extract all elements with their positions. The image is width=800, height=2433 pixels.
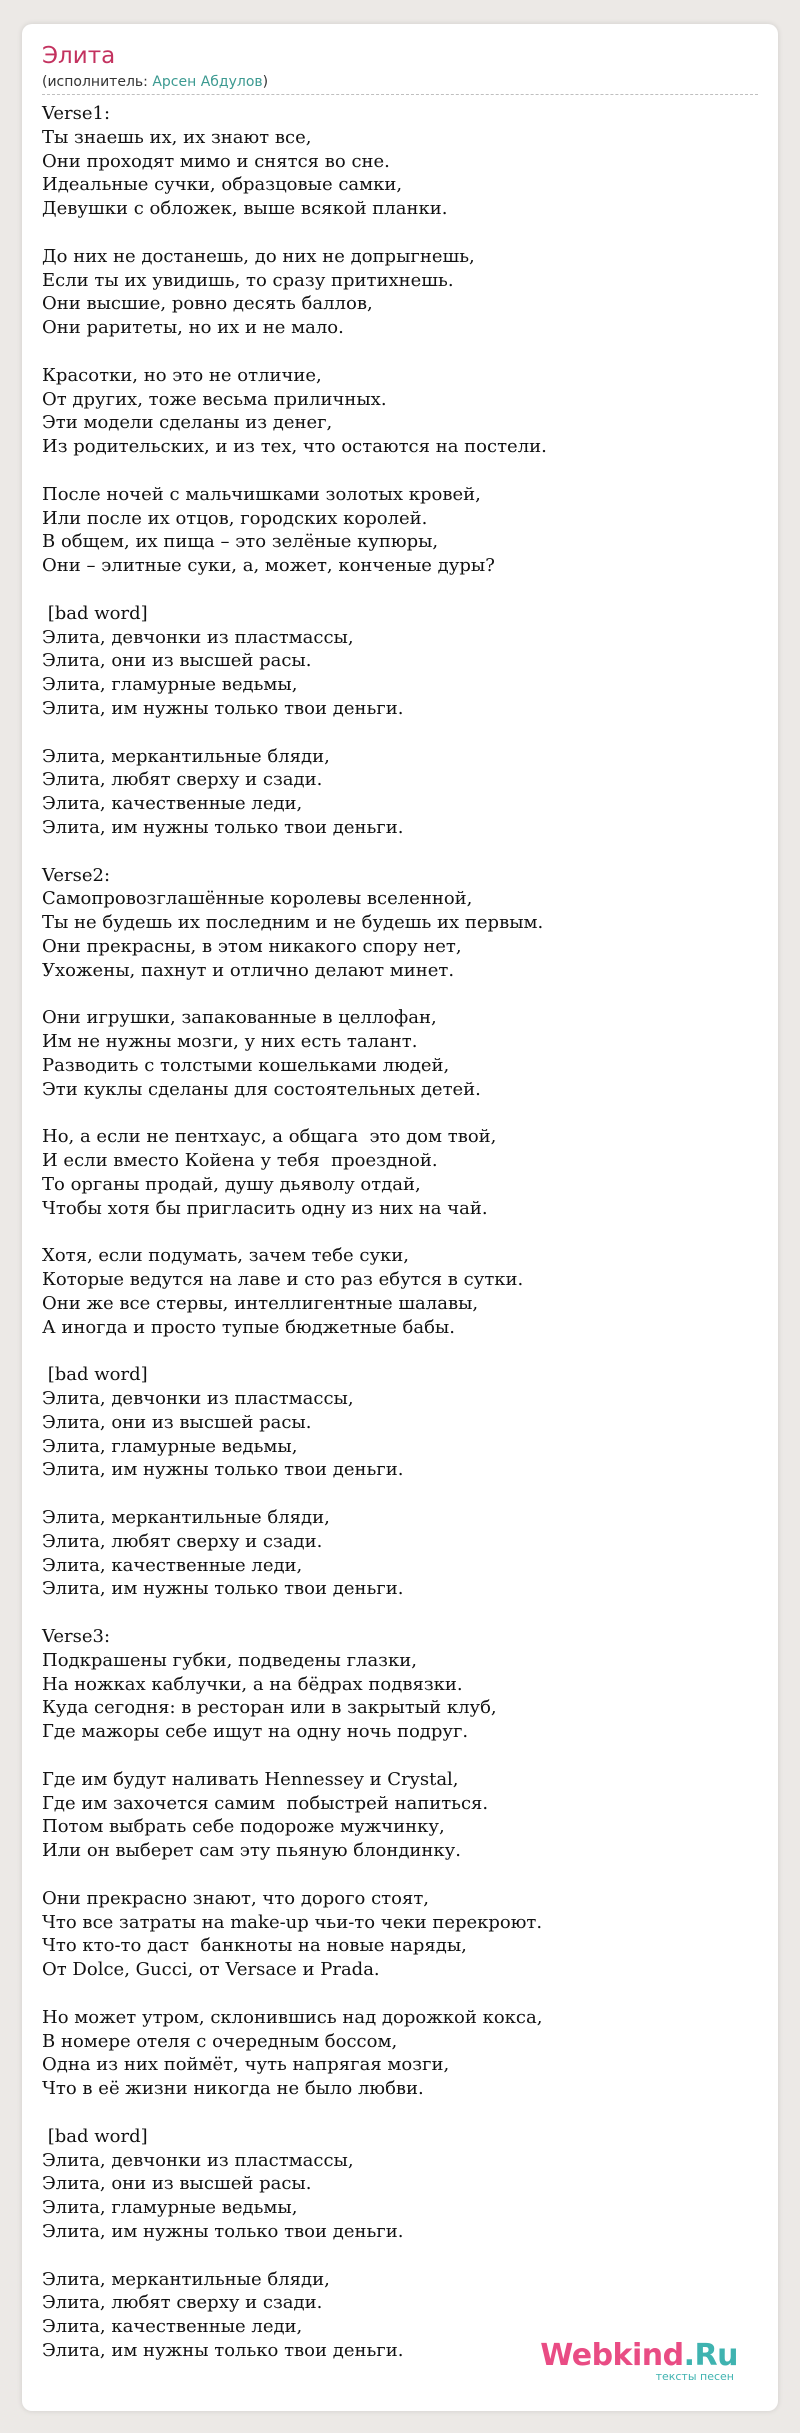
lyric-line: Подкрашены губки, подведены глазки, (42, 1649, 417, 1671)
stanza-gap (42, 221, 758, 245)
stanza-gap (42, 1339, 758, 1363)
stanza-gap (42, 1101, 758, 1125)
stanza-gap (42, 578, 758, 602)
lyric-line: Элита, девчонки из пластмассы, (42, 1388, 354, 1410)
lyric-line: Элита, они из высшей расы. (42, 650, 312, 672)
lyric-line: После ночей с мальчишками золотых кровей, (42, 483, 481, 505)
lyric-line: Элита, меркантильные бляди, (42, 1507, 330, 1529)
lyric-line: Разводить с толстыми кошельками людей, (42, 1054, 450, 1076)
lyric-line: [bad word] (42, 602, 148, 624)
lyric-line: Эти модели сделаны из денег, (42, 412, 333, 434)
lyrics-card (22, 24, 778, 2411)
lyric-line: Они прекрасно знают, что дорого стоят, (42, 1887, 429, 1909)
lyric-line: В номере отеля с очередным боссом, (42, 2030, 398, 2052)
lyric-line: На ножках каблучки, а на бёдрах подвязки. (42, 1673, 463, 1695)
lyric-line: Элита, им нужны только твои деньги. (42, 816, 404, 838)
lyric-line: И если вместо Койена у тебя проездной. (42, 1150, 438, 1172)
lyric-line: Они раритеты, но их и не мало. (42, 317, 344, 339)
lyric-line: Ты знаешь их, их знают все, (42, 126, 312, 148)
logo-tld: .Ru (683, 2338, 738, 2373)
artist-line (42, 72, 268, 92)
stanza-gap (42, 2244, 758, 2268)
stanza-gap (42, 1220, 758, 1244)
song-title: Элита (42, 43, 116, 69)
lyric-line: То органы продай, душу дьяволу отдай, (42, 1173, 421, 1195)
lyric-line: Что в её жизни никогда не было любви. (42, 2078, 424, 2100)
lyric-line: Ухожены, пахнут и отлично делают минет. (42, 959, 455, 981)
lyric-line: Элита, им нужны только твои деньги. (42, 2220, 404, 2242)
lyric-line: Что кто-то даст банкноты на новые наряды, (42, 1935, 467, 1957)
lyric-line: Хотя, если подумать, зачем тебе суки, (42, 1245, 410, 1267)
lyric-line: Но может утром, склонившись над дорожкой кокса, (42, 2006, 543, 2028)
lyric-line: Но, а если не пентхаус, а общага это дом твой, (42, 1126, 497, 1148)
lyric-line: Которые ведутся на лаве и сто раз ебутся в сутки. (42, 1269, 524, 1291)
lyric-line: Verse1: (42, 103, 111, 124)
lyric-line: А иногда и просто тупые бюджетные бабы. (42, 1316, 455, 1338)
logo-wordmark (540, 2338, 738, 2373)
lyric-line: Элита, гламурные ведьмы, (42, 674, 298, 696)
stanza-gap (42, 721, 758, 745)
stanza-gap (42, 1601, 758, 1625)
lyric-line: Элита, им нужны только твои деньги. (42, 1459, 404, 1481)
stanza-gap (42, 1482, 758, 1506)
artist-link[interactable]: Арсен Абдулов (152, 74, 263, 90)
lyric-line: Элита, они из высшей расы. (42, 1411, 312, 1433)
lyric-line: Идеальные сучки, образцовые самки, (42, 174, 403, 196)
lyric-line: Красотки, но это не отличие, (42, 364, 322, 386)
artist-suffix: ) (262, 74, 269, 90)
lyric-line: Если ты их увидишь, то сразу притихнешь. (42, 269, 454, 291)
lyric-line: Самопровозглашённые королевы вселенной, (42, 888, 473, 910)
artist-prefix: (исполнитель: (42, 74, 153, 90)
lyric-line: Элита, любят сверху и сзади. (42, 2292, 323, 2314)
lyric-line: Элита, им нужны только твои деньги. (42, 697, 404, 719)
stanza-gap (42, 340, 758, 364)
lyric-line: [bad word] (42, 1364, 148, 1386)
lyric-line: От других, тоже весьма приличных. (42, 388, 387, 410)
lyric-line: Они проходят мимо и снятся во сне. (42, 150, 390, 172)
stanza-gap (42, 840, 758, 864)
lyric-line: Ты не будешь их последним и не будешь их первым. (42, 912, 544, 934)
stanza-gap (42, 1744, 758, 1768)
lyric-line: Элита, девчонки из пластмассы, (42, 2149, 354, 2171)
lyric-line: Элита, качественные леди, (42, 793, 303, 815)
lyric-line: Они – элитные суки, а, может, конченые дуры? (42, 555, 495, 577)
lyric-line: Из родительских, и из тех, что остаются на постели. (42, 436, 547, 458)
dashed-divider (42, 94, 758, 95)
lyric-line: Где им будут наливать Hennessey и Crystal, (42, 1768, 459, 1790)
lyric-line: Где мажоры себе ищут на одну ночь подруг. (42, 1721, 469, 1743)
lyric-line: Одна из них поймёт, чуть напрягая мозги, (42, 2054, 450, 2076)
lyric-line: Элита, гламурные ведьмы, (42, 1435, 298, 1457)
logo-main-text: Webkind (540, 2338, 684, 2373)
lyric-line: Verse2: (42, 864, 111, 886)
stanza-gap (42, 982, 758, 1006)
lyric-line: До них не достанешь, до них не допрыгнешь, (42, 245, 475, 267)
lyric-line: Девушки с обложек, выше всякой планки. (42, 198, 448, 220)
lyric-line: Элита, им нужны только твои деньги. (42, 1578, 404, 1600)
stanza-gap (42, 459, 758, 483)
lyric-line: Куда сегодня: в ресторан или в закрытый клуб, (42, 1697, 497, 1719)
lyric-line: [bad word] (42, 2125, 148, 2147)
lyric-line: От Dolce, Gucci, от Versace и Prada. (42, 1959, 380, 1981)
stanza-gap (42, 2101, 758, 2125)
lyric-line: Элита, им нужны только твои деньги. (42, 2339, 404, 2361)
lyric-line: Элита, любят сверху и сзади. (42, 769, 323, 791)
lyric-line: Или после их отцов, городских королей. (42, 507, 428, 529)
lyric-line: Они высшие, ровно десять баллов, (42, 293, 373, 315)
lyric-line: Они прекрасны, в этом никакого спору нет, (42, 935, 462, 957)
lyric-line: Verse3: (42, 1626, 111, 1647)
lyric-line: Они же все стервы, интеллигентные шалавы, (42, 1292, 479, 1314)
lyric-line: Элита, девчонки из пластмассы, (42, 626, 354, 648)
lyric-line: Что все затраты на make-up чьи-то чеки перекроют. (42, 1911, 543, 1933)
logo-tagline: тексты песен (655, 2370, 734, 2383)
lyric-line: Элита, качественные леди, (42, 1554, 303, 1576)
lyric-line: Эти куклы сделаны для состоятельных детей. (42, 1078, 481, 1100)
lyric-line: Или он выберет сам эту пьяную блондинку. (42, 1840, 461, 1862)
lyric-line: Где им захочется самим побыстрей напиться. (42, 1792, 489, 1814)
lyric-line: Элита, меркантильные бляди, (42, 745, 330, 767)
lyric-line: Элита, они из высшей расы. (42, 2173, 312, 2195)
lyric-line: Чтобы хотя бы пригласить одну из них на чай. (42, 1197, 488, 1219)
lyric-line: Они игрушки, запакованные в целлофан, (42, 1007, 437, 1029)
lyric-line: Элита, качественные леди, (42, 2316, 303, 2338)
stanza-gap (42, 1982, 758, 2006)
lyric-line: Элита, любят сверху и сзади. (42, 1530, 323, 1552)
webkind-logo[interactable] (540, 2338, 738, 2383)
lyric-line: Потом выбрать себе подороже мужчинку, (42, 1816, 445, 1838)
lyric-line: Элита, гламурные ведьмы, (42, 2197, 298, 2219)
lyric-line: Им не нужны мозги, у них есть талант. (42, 1031, 418, 1053)
lyric-line: Элита, меркантильные бляди, (42, 2268, 330, 2290)
lyrics-text (42, 102, 758, 2363)
lyric-line: В общем, их пища – это зелёные купюры, (42, 531, 439, 553)
stanza-gap (42, 1863, 758, 1887)
